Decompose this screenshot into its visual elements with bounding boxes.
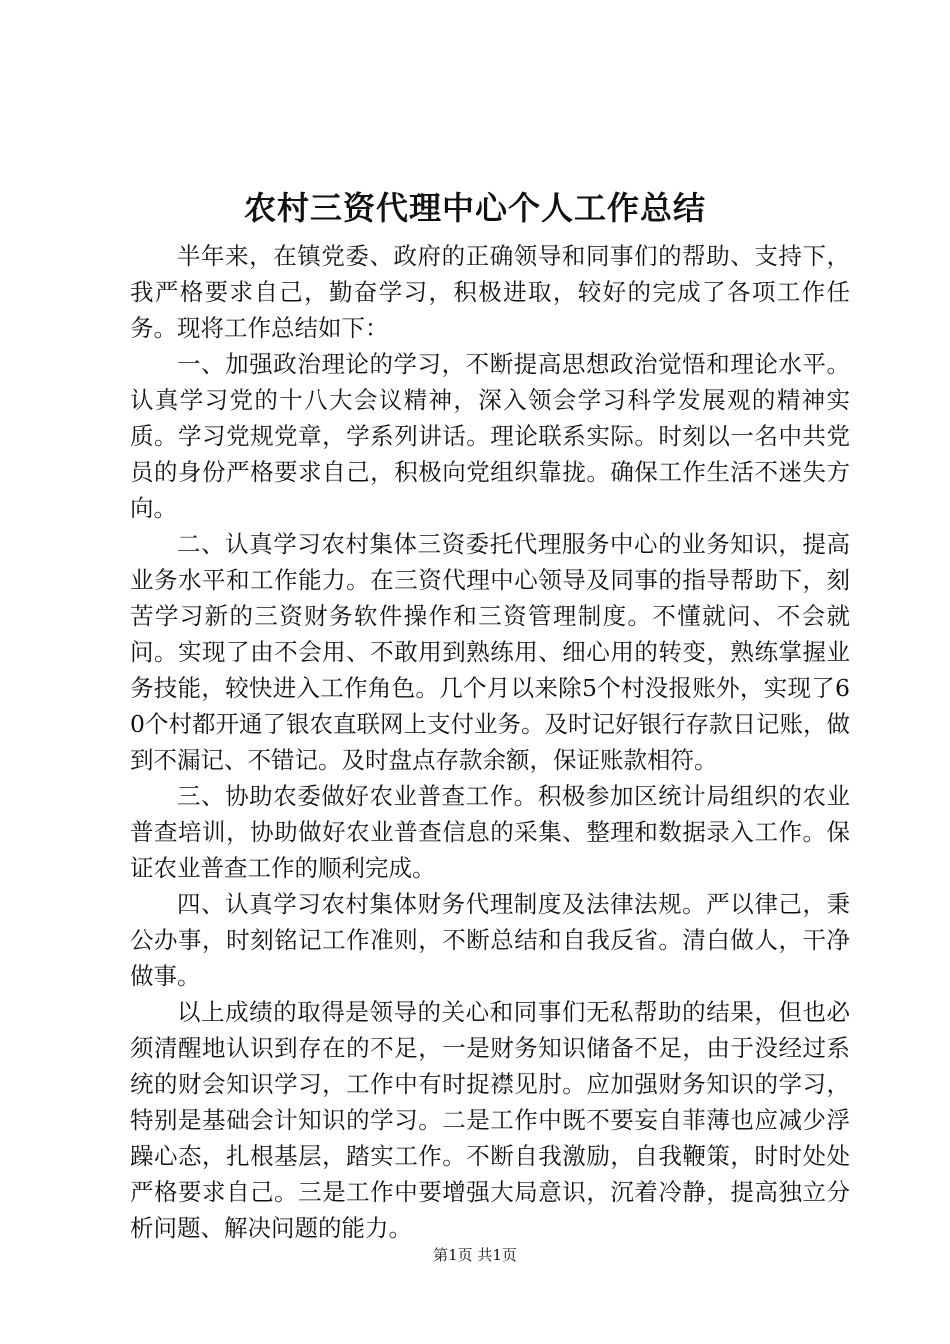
document-title: 农村三资代理中心个人工作总结 [243,189,706,227]
paragraph-section-3: 三、协助农委做好农业普查工作。积极参加区统计局组织的农业普查培训，协助做好农业普查信息的采集、整理和数据录入工作。保证农业普查工作的顺利完成。 [130,782,850,882]
paragraph-section-2: 二、认真学习农村集体三资委托代理服务中心的业务知识，提高业务水平和工作能力。在三资代理中心领导及同事的指导帮助下，刻苦学习新的三资财务软件操作和三资管理制度。不懂就问、不会就问。实现了由不会用、不敢用到熟练用、细心用的转变，熟练掌握业务技能，较快进入工作角色。几个月以来除5个村没报账外，实现了60个村都开通了银农直联网上支付业务。及时记好银行存款日记账，做到不漏记、不错记。及时盘点存款余额，保证账款相符。 [130,530,850,774]
paragraph-intro: 半年来，在镇党委、政府的正确领导和同事们的帮助、支持下，我严格要求自己，勤奋学习，积极进取，较好的完成了各项工作任务。现将工作总结如下： [130,242,850,342]
page-number-footer: 第1页 共1页 [433,1246,517,1264]
paragraph-section-4: 四、认真学习农村集体财务代理制度及法律法规。严以律己，秉公办事，时刻铭记工作准则，不断总结和自我反省。清白做人，干净做事。 [130,890,850,990]
paragraph-section-1: 一、加强政治理论的学习，不断提高思想政治觉悟和理论水平。认真学习党的十八大会议精神，深入领会学习科学发展观的精神实质。学习党规党章，学系列讲话。理论联系实际。时刻以一名中共党员的身份严格要求自己，积极向党组织靠拢。确保工作生活不迷失方向。 [130,350,850,522]
paragraph-conclusion: 以上成绩的取得是领导的关心和同事们无私帮助的结果，但也必须清醒地认识到存在的不足，一是财务知识储备不足，由于没经过系统的财会知识学习，工作中有时捉襟见肘。应加强财务知识的学习，特别是基础会计知识的学习。二是工作中既不要妄自菲薄也应减少浮躁心态，扎根基层，踏实工作。不断自我激励，自我鞭策，时时处处严格要求自己。三是工作中要增强大局意识，沉着冷静，提高独立分析问题、解决问题的能力。 [130,998,850,1242]
document-body [130,238,850,1246]
